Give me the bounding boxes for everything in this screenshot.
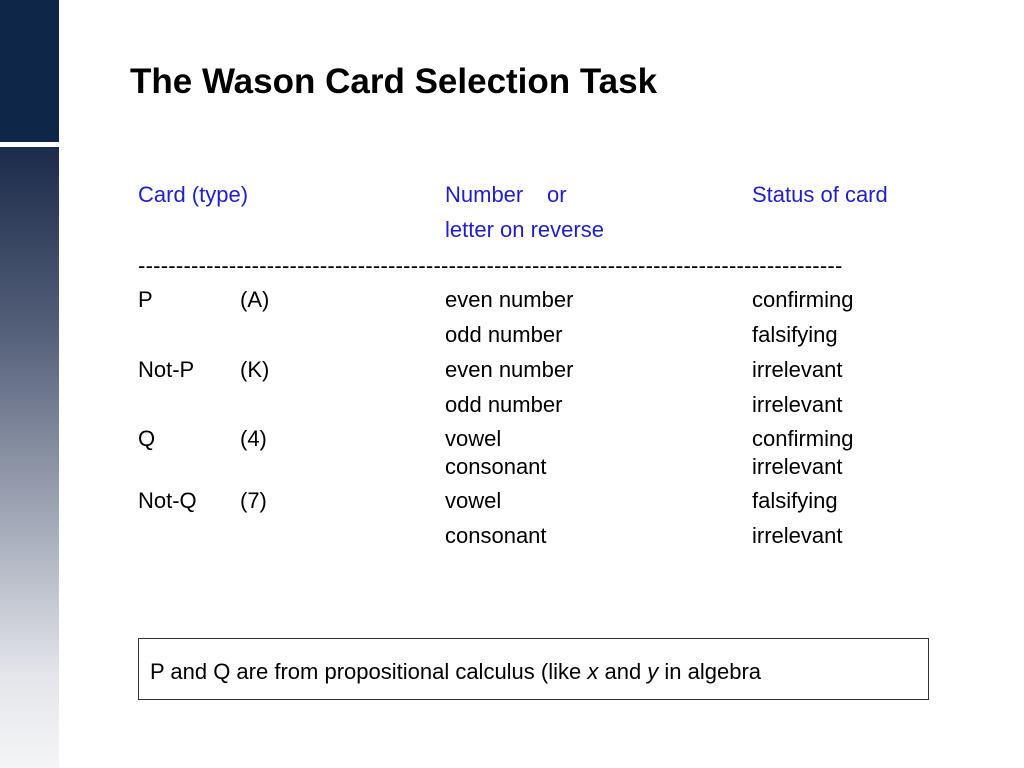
slide-title: The Wason Card Selection Task bbox=[130, 62, 658, 101]
header-card-type: Card (type) bbox=[138, 182, 249, 207]
header-status: Status of card bbox=[752, 182, 888, 207]
note-var-x: x bbox=[587, 659, 599, 684]
header-number: Number bbox=[445, 182, 524, 207]
row-status: falsifying bbox=[752, 488, 838, 513]
row-status: irrelevant bbox=[752, 357, 843, 382]
row-reverse: vowel bbox=[445, 426, 502, 451]
row-face: (K) bbox=[240, 357, 270, 382]
note-text bbox=[150, 659, 761, 685]
row-reverse: vowel bbox=[445, 488, 502, 513]
row-reverse: consonant bbox=[445, 523, 547, 548]
row-face: (7) bbox=[240, 488, 267, 513]
note-text-part: and bbox=[598, 659, 648, 684]
row-card: Not-Q bbox=[138, 488, 197, 513]
row-reverse: odd number bbox=[445, 322, 563, 347]
header-letter-on-reverse: letter on reverse bbox=[445, 217, 604, 242]
row-face: (A) bbox=[240, 287, 270, 312]
note-box bbox=[138, 638, 929, 700]
row-status: confirming bbox=[752, 287, 854, 312]
header-or: or bbox=[547, 182, 567, 207]
row-status: confirming bbox=[752, 426, 854, 451]
sidebar-accent-block bbox=[0, 0, 59, 142]
row-status: falsifying bbox=[752, 322, 838, 347]
row-status: irrelevant bbox=[752, 454, 843, 479]
note-text-part: in algebra bbox=[658, 659, 762, 684]
separator-line: --------------------------------------------------------------------------------------------- bbox=[138, 253, 843, 278]
row-reverse: odd number bbox=[445, 392, 563, 417]
row-reverse: even number bbox=[445, 357, 574, 382]
row-status: irrelevant bbox=[752, 392, 843, 417]
note-var-y: y bbox=[647, 659, 659, 684]
row-face: (4) bbox=[240, 426, 267, 451]
row-card: P bbox=[138, 287, 153, 312]
sidebar-gradient-bar bbox=[0, 147, 59, 768]
row-reverse: even number bbox=[445, 287, 574, 312]
row-card: Not-P bbox=[138, 357, 195, 382]
note-text-part: P and Q are from propositional calculus (like bbox=[150, 659, 588, 684]
row-reverse: consonant bbox=[445, 454, 547, 479]
row-card: Q bbox=[138, 426, 156, 451]
row-status: irrelevant bbox=[752, 523, 843, 548]
